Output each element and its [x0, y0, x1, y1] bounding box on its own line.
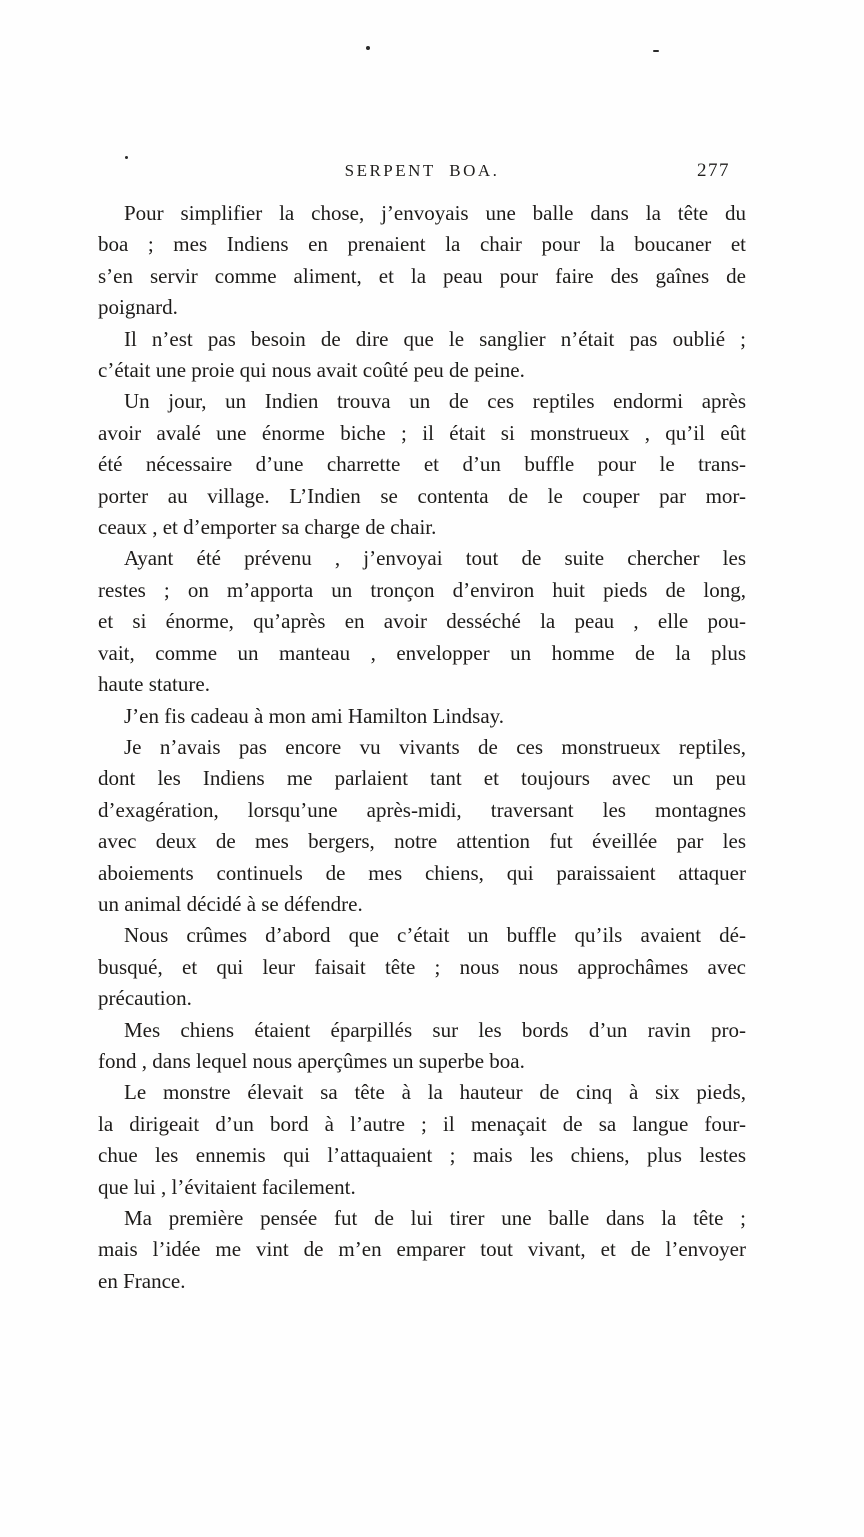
text-line: un animal décidé à se défendre.	[98, 891, 363, 916]
text-line: Mes chiens étaient éparpillés sur les bords d’un ravin pro-	[124, 1017, 746, 1042]
text-line: chue les ennemis qui l’attaquaient ; mais les chiens, plus lestes	[98, 1143, 746, 1168]
text-block	[98, 198, 746, 1297]
text-line: que lui , l’évitaient facilement.	[98, 1174, 356, 1199]
text-line: ceaux , et d’emporter sa charge de chair.	[98, 515, 437, 540]
text-line: d’exagération, lorsqu’une après-midi, traversant les montagnes	[98, 797, 746, 822]
text-line: la dirigeait d’un bord à l’autre ; il menaçait de sa langue four-	[98, 1111, 746, 1136]
text-line: Il n’est pas besoin de dire que le sanglier n’était pas oublié ;	[124, 326, 746, 351]
text-line: Ma première pensée fut de lui tirer une balle dans la tête ;	[124, 1206, 746, 1230]
paragraph	[98, 386, 746, 543]
text-line: précaution.	[98, 986, 192, 1011]
paragraph	[98, 1077, 746, 1203]
paragraph	[98, 732, 746, 920]
scan-speck	[653, 50, 659, 52]
text-line: vait, comme un manteau , envelopper un homme de la plus	[98, 640, 746, 665]
text-line: restes ; on m’apporta un tronçon d’environ huit pieds de long,	[98, 577, 746, 602]
text-line: poignard.	[98, 295, 178, 320]
paragraph	[98, 324, 746, 387]
text-line: boa ; mes Indiens en prenaient la chair pour la boucaner et	[98, 232, 746, 257]
text-line: en France.	[98, 1268, 186, 1293]
text-line: Pour simplifier la chose, j’envoyais une balle dans la tête du	[124, 201, 746, 225]
scan-speck	[125, 156, 128, 159]
text-line: J’en fis cadeau à mon ami Hamilton Lindsay.	[124, 703, 505, 728]
text-line: porter au village. L’Indien se contenta de le couper par mor-	[98, 483, 746, 508]
text-line: Le monstre élevait sa tête à la hauteur de cinq à six pieds,	[124, 1080, 746, 1105]
scan-speck	[366, 46, 370, 50]
paragraph	[98, 701, 746, 732]
text-line: c’était une proie qui nous avait coûté peu de peine.	[98, 358, 525, 383]
paragraph	[98, 198, 746, 324]
text-line: fond , dans lequel nous aperçûmes un superbe boa.	[98, 1048, 525, 1073]
running-header	[98, 161, 746, 183]
text-line: avec deux de mes bergers, notre attention fut éveillée par les	[98, 829, 746, 854]
page-content	[98, 161, 746, 1297]
page-number: 277	[697, 160, 730, 181]
text-line: été nécessaire d’une charrette et d’un buffle pour le trans-	[98, 452, 746, 477]
text-line: Ayant été prévenu , j’envoyai tout de suite chercher les	[124, 546, 746, 571]
paragraph	[98, 1015, 746, 1078]
text-line: aboiements continuels de mes chiens, qui paraissaient attaquer	[98, 860, 746, 885]
text-line: dont les Indiens me parlaient tant et toujours avec un peu	[98, 766, 746, 791]
text-line: Nous crûmes d’abord que c’était un buffle qu’ils avaient dé-	[124, 923, 746, 948]
text-line: mais l’idée me vint de m’en emparer tout vivant, et de l’envoyer	[98, 1237, 746, 1262]
text-line: s’en servir comme aliment, et la peau pour faire des gaînes de	[98, 263, 746, 288]
text-line: avoir avalé une énorme biche ; il était si monstrueux , qu’il eût	[98, 420, 746, 445]
text-line: haute stature.	[98, 672, 210, 697]
text-line: et si énorme, qu’après en avoir desséché la peau , elle pou-	[98, 609, 746, 634]
text-line: busqué, et qui leur faisait tête ; nous nous approchâmes avec	[98, 954, 746, 979]
paragraph	[98, 920, 746, 1014]
text-line: Je n’avais pas encore vu vivants de ces monstrueux reptiles,	[124, 734, 746, 759]
paragraph	[98, 543, 746, 700]
paragraph	[98, 1203, 746, 1297]
text-line: Un jour, un Indien trouva un de ces reptiles endormi après	[124, 389, 746, 414]
running-header-title: SERPENT BOA.	[344, 161, 500, 180]
